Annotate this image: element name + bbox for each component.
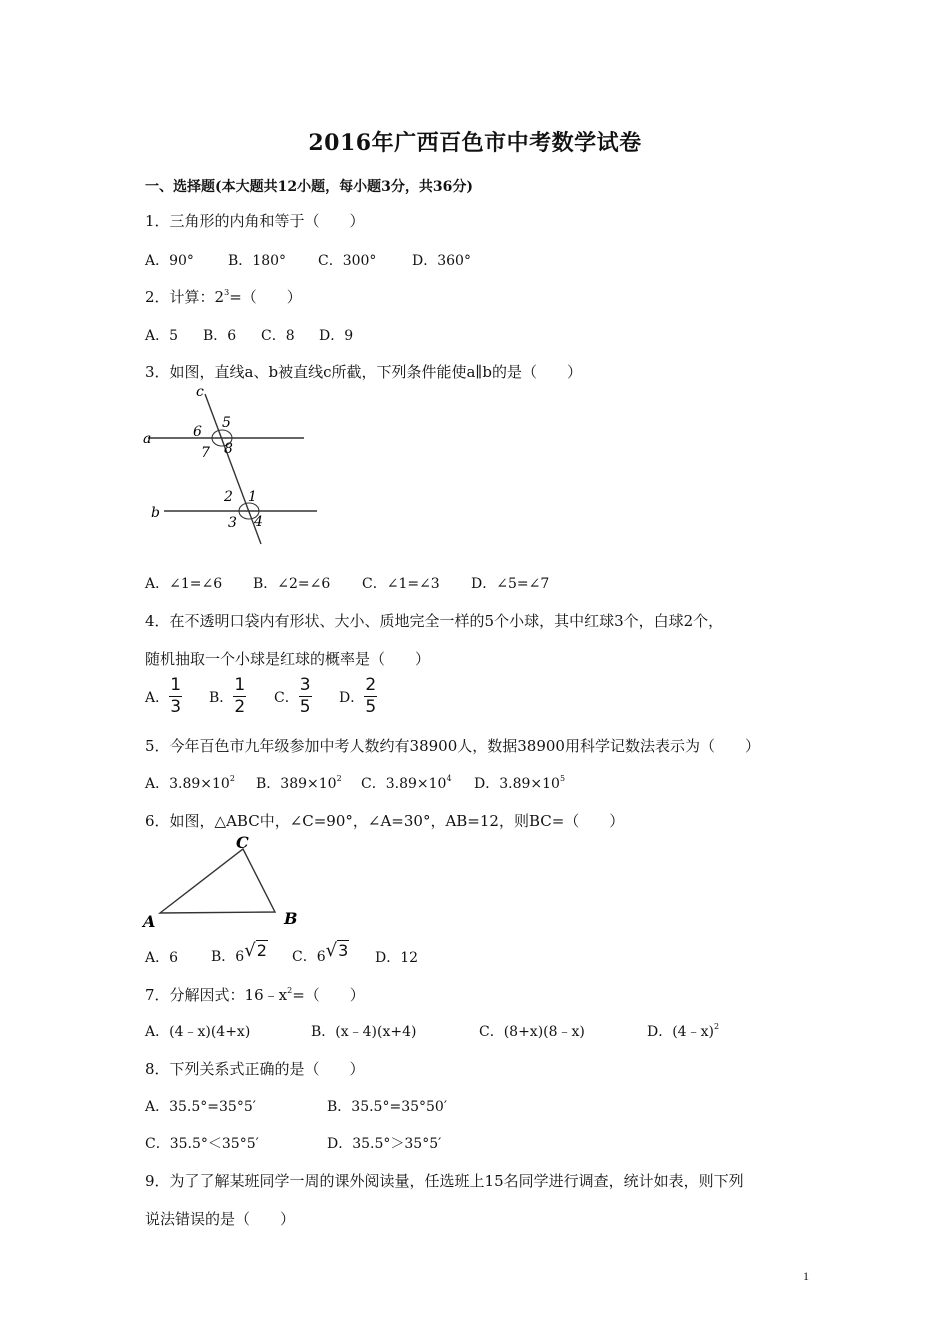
option-b: B．(x﹣4)(x+4) — [311, 1024, 417, 1040]
fraction: $\frac{3}{5}$ — [299, 675, 311, 717]
option-c: C．8 — [261, 328, 295, 344]
option-a: A．(4﹣x)(4+x) — [145, 1024, 251, 1040]
question-9-stem-line1: 9．为了了解某班同学一周的课外阅读量，任选班上15名同学进行调查，统计如表，则下列 — [145, 1172, 744, 1190]
option-a: A．5 — [145, 328, 179, 344]
angle-label-6: 6 — [193, 424, 202, 440]
option-d: D．9 — [319, 328, 354, 344]
option-c: C．(8+x)(8﹣x) — [479, 1024, 585, 1040]
sqrt-symbol: √2 — [244, 940, 267, 961]
option-a: A．6 — [145, 950, 179, 966]
option-b: B．∠2=∠6 — [253, 576, 331, 592]
angle-label-3: 3 — [228, 515, 237, 531]
option-d: D．(4﹣x)$^2$ — [647, 1022, 720, 1040]
fraction: $\frac{2}{5}$ — [365, 675, 377, 717]
angle-label-1: 1 — [248, 489, 257, 505]
option-b: B．$389\times 10^2$ — [256, 774, 342, 792]
angle-label-2: 2 — [224, 489, 233, 505]
option-c: C．35.5°＜35°5′ — [145, 1136, 259, 1152]
question-6-stem: 6．如图，△ABC中，∠C=90°，∠A=30°，AB=12，则BC=（ ） — [145, 812, 625, 830]
vertex-label-c: C — [236, 833, 249, 852]
option-a: A．35.5°=35°5′ — [145, 1099, 256, 1115]
question-2-stem: 2．计算：$2^3=$（ ） — [145, 288, 302, 306]
question-4-stem-line2: 随机抽取一个小球是红球的概率是（ ） — [145, 650, 431, 668]
label-b: b — [151, 505, 160, 521]
angle-label-4: 4 — [254, 514, 263, 530]
option-b: B．180° — [228, 253, 287, 269]
fraction: $\frac{1}{3}$ — [170, 675, 182, 717]
option-d: D．12 — [375, 950, 419, 966]
section-heading: 一、选择题(本大题共12小题，每小题3分，共36分) — [145, 179, 473, 195]
option-c: C．∠1=∠3 — [362, 576, 440, 592]
angle-label-8: 8 — [224, 441, 233, 457]
option-d: D．$3.89\times 10^5$ — [474, 774, 566, 792]
parallel-lines-figure — [140, 382, 330, 550]
option-d: D．∠5=∠7 — [471, 576, 550, 592]
option-c: C．6√3 — [292, 940, 349, 965]
angle-label-7: 7 — [201, 445, 210, 461]
option-c: C．300° — [318, 253, 377, 269]
option-c: C．$3.89\times 10^4$ — [361, 774, 452, 792]
question-5-stem: 5．今年百色市九年级参加中考人数约有38900人，数据38900用科学记数法表示为（ ） — [145, 737, 760, 755]
page-number: 1 — [803, 1269, 809, 1283]
label-c: c — [196, 384, 204, 400]
triangle-abc — [160, 849, 275, 913]
option-b: B．35.5°=35°50′ — [327, 1099, 447, 1115]
question-4-stem-line1: 4．在不透明口袋内有形状、大小、质地完全一样的5个小球，其中红球3个，白球2个， — [145, 612, 724, 630]
option-c: C． $\frac{3}{5}$ — [274, 675, 311, 717]
angle-label-5: 5 — [222, 415, 231, 431]
triangle-figure — [138, 832, 308, 932]
fraction: $\frac{1}{2}$ — [234, 675, 246, 717]
option-d: D． $\frac{2}{5}$ — [339, 675, 377, 717]
question-9-stem-line2: 说法错误的是（ ） — [145, 1210, 296, 1228]
option-a: A．$3.89\times 10^2$ — [145, 774, 235, 792]
question-8-stem: 8．下列关系式正确的是（ ） — [145, 1060, 365, 1078]
option-a: A． $\frac{1}{3}$ — [145, 675, 182, 717]
option-d: D．35.5°＞35°5′ — [327, 1136, 442, 1152]
page-title: 2016年广西百色市中考数学试卷 — [308, 130, 642, 156]
option-d: D．360° — [412, 253, 471, 269]
question-3-stem: 3．如图，直线a、b被直线c所截，下列条件能使a∥b的是（ ） — [145, 363, 582, 381]
option-b: B．6√2 — [211, 940, 267, 965]
option-b: B．6 — [203, 328, 237, 344]
option-a: A．∠1=∠6 — [145, 576, 223, 592]
question-1-stem: 1．三角形的内角和等于（ ） — [145, 212, 365, 230]
vertex-label-b: B — [284, 909, 298, 928]
option-a: A．90° — [145, 253, 194, 269]
question-7-stem: 7．分解因式：$16﹣x^2=$（ ） — [145, 986, 365, 1004]
option-b: B． $\frac{1}{2}$ — [209, 675, 246, 717]
sqrt-symbol: √3 — [325, 940, 349, 961]
vertex-label-a: A — [143, 912, 156, 931]
label-a: a — [143, 431, 152, 447]
